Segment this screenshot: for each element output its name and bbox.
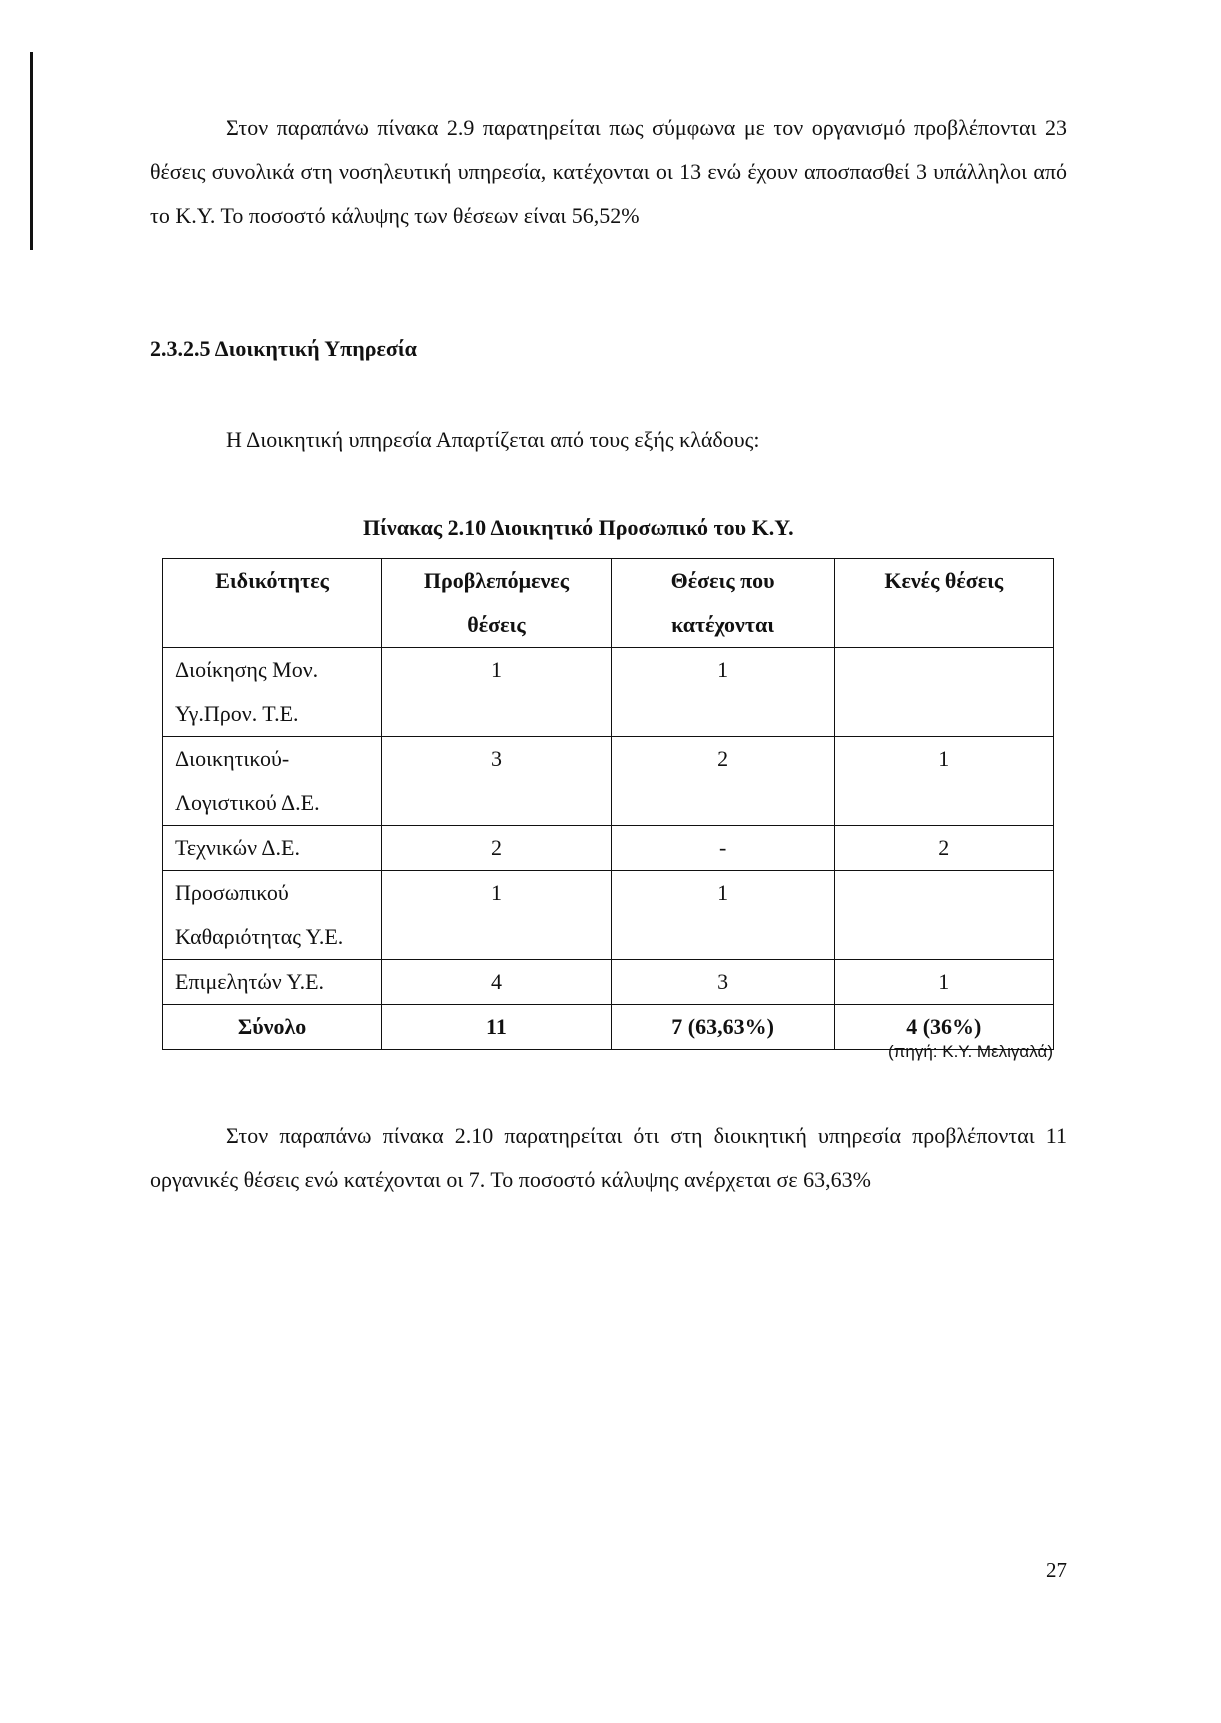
cell-vacant: 2 <box>834 826 1053 871</box>
cell-vacant <box>834 871 1053 960</box>
margin-bar <box>30 52 33 250</box>
cell-vacant: 1 <box>834 737 1053 826</box>
cell-specialty: Επιμελητών Υ.Ε. <box>163 960 382 1005</box>
header-specialty: Ειδικότητες <box>163 559 382 648</box>
section-intro: Η Διοικητική υπηρεσία Απαρτίζεται από τους εξής κλάδους: <box>226 427 760 452</box>
cell-planned: 4 <box>382 960 612 1005</box>
cell-specialty: Προσωπικού Καθαριότητας Υ.Ε. <box>163 871 382 960</box>
page-number: 27 <box>1046 1558 1067 1582</box>
cell-occupied: 1 <box>611 871 834 960</box>
header-planned: Προβλεπόμενες θέσεις <box>382 559 612 648</box>
cell-total-vacant: 4 (36%) <box>834 1005 1053 1050</box>
paragraph-text: Στον παραπάνω πίνακα 2.10 παρατηρείται ότι στη διοικητική υπηρεσία προβλέπονται 11 οργανικές θέσεις ενώ κατέχονται οι 7. Το ποσοστό κάλυψης ανέρχεται σε 63,63% <box>150 1123 1067 1192</box>
table-row <box>163 826 1054 871</box>
paragraph-text: Στον παραπάνω πίνακα 2.9 παρατηρείται πως σύμφωνα με τον οργανισμό προβλέπονται 23 θέσεις συνολικά στη νοσηλευτική υπηρεσία, κατέχονται οι 13 ενώ έχουν αποσπασθεί 3 υπάλληλοι από το Κ.Υ. Το ποσοστό κάλυψης των θέσεων είναι 56,52% <box>150 115 1067 228</box>
cell-planned: 1 <box>382 648 612 737</box>
cell-planned: 3 <box>382 737 612 826</box>
header-occupied: Θέσεις που κατέχονται <box>611 559 834 648</box>
cell-specialty: Διοικητικού- Λογιστικού Δ.Ε. <box>163 737 382 826</box>
cell-total-planned: 11 <box>382 1005 612 1050</box>
section-heading: 2.3.2.5 Διοικητική Υπηρεσία <box>150 336 417 361</box>
cell-total-occupied: 7 (63,63%) <box>611 1005 834 1050</box>
table-row <box>163 871 1054 960</box>
table-header-row <box>163 559 1054 648</box>
cell-occupied: 1 <box>611 648 834 737</box>
cell-specialty: Διοίκησης Μον. Υγ.Προν. Τ.Ε. <box>163 648 382 737</box>
table-row <box>163 960 1054 1005</box>
cell-occupied: 2 <box>611 737 834 826</box>
table-row <box>163 737 1054 826</box>
header-vacant: Κενές θέσεις <box>834 559 1053 648</box>
cell-total-label: Σύνολο <box>163 1005 382 1050</box>
cell-planned: 1 <box>382 871 612 960</box>
cell-planned: 2 <box>382 826 612 871</box>
table-caption: Πίνακας 2.10 Διοικητικό Προσωπικό του Κ.Υ. <box>363 515 794 540</box>
cell-occupied: 3 <box>611 960 834 1005</box>
paragraph-coverage-administrative <box>150 1114 1067 1202</box>
cell-vacant <box>834 648 1053 737</box>
cell-vacant: 1 <box>834 960 1053 1005</box>
cell-occupied: - <box>611 826 834 871</box>
cell-specialty: Τεχνικών Δ.Ε. <box>163 826 382 871</box>
paragraph-coverage-nursing <box>150 106 1067 238</box>
staff-table <box>162 558 1054 1050</box>
table-source-note: (πηγή: Κ.Υ. Μελιγαλά) <box>888 1042 1053 1061</box>
table-row <box>163 648 1054 737</box>
